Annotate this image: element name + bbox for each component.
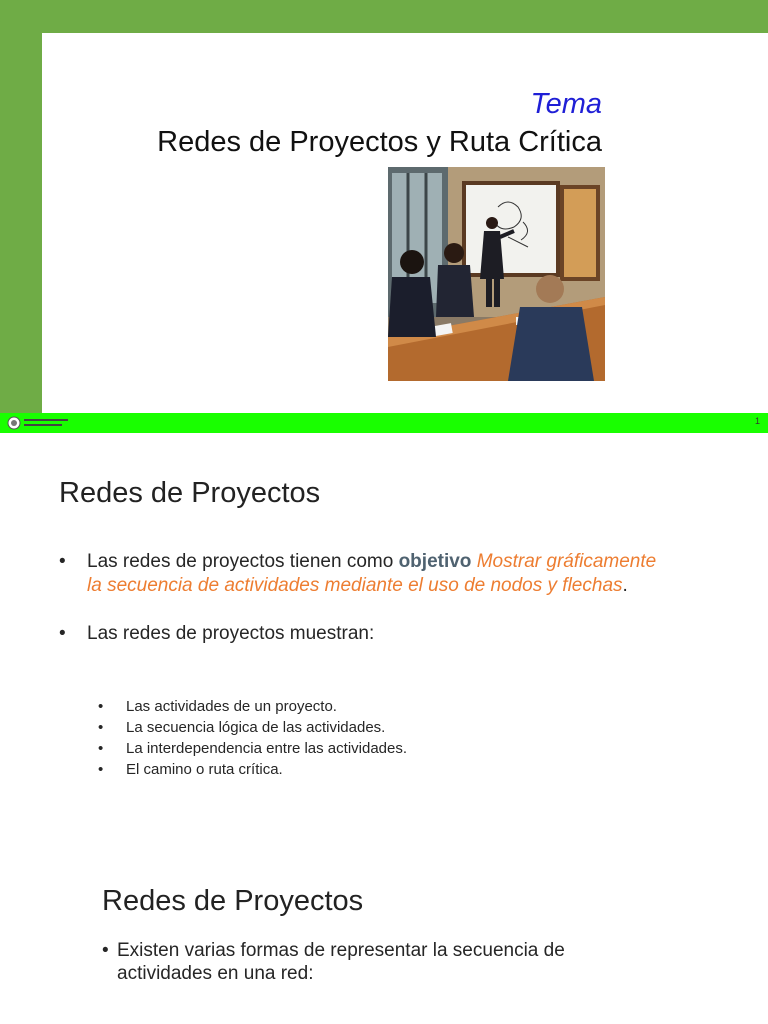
bullet-item: [102, 939, 622, 985]
bullet-item: [59, 622, 659, 646]
bullet-marker: •: [98, 740, 104, 757]
bullet-marker: •: [59, 551, 66, 572]
slide-title: Redes de Proyectos: [102, 885, 364, 917]
bullet-marker: •: [98, 761, 104, 778]
slide-frame-top: [0, 0, 768, 33]
sub-bullet-item: [98, 759, 658, 780]
sub-bullet-item: [98, 696, 658, 717]
content-slide-2: [0, 843, 768, 1024]
bullet-list: [59, 550, 659, 646]
sub-bullet-list: [98, 696, 658, 780]
page-number: 1: [754, 416, 760, 426]
slide-footer-bar: [0, 413, 768, 433]
bullet-text: Las redes de proyectos muestran:: [87, 623, 375, 644]
sub-bullet-text: El camino o ruta crítica.: [126, 761, 283, 778]
meeting-photo: [388, 167, 605, 381]
bullet-emphasis: Mostrar gráficamente la secuencia de actividades mediante el uso de nodos y flechas: [87, 551, 657, 596]
sub-bullet-text: La interdependencia entre las actividades.: [126, 740, 408, 757]
slide-frame-left: [0, 0, 42, 413]
content-slide: [0, 433, 768, 843]
bullet-period: .: [622, 575, 628, 596]
sub-bullet-item: [98, 717, 658, 738]
institution-logo: [6, 415, 70, 431]
bullet-marker: •: [59, 623, 66, 644]
bullet-marker: •: [102, 940, 109, 961]
bullet-list: [102, 939, 622, 985]
bullet-marker: •: [98, 719, 104, 736]
sub-bullet-text: Las actividades de un proyecto.: [126, 698, 337, 715]
sub-bullet-text: La secuencia lógica de las actividades.: [126, 719, 386, 736]
bullet-text: Existen varias formas de representar la secuencia de actividades en una red:: [117, 940, 565, 984]
sub-bullet-item: [98, 738, 658, 759]
bullet-marker: •: [98, 698, 104, 715]
bullet-text: Las redes de proyectos tienen como: [87, 551, 399, 572]
title-slide: [0, 0, 768, 433]
bullet-keyword: objetivo: [398, 551, 472, 572]
slide-subtitle: Tema: [530, 88, 602, 120]
slide-title: Redes de Proyectos y Ruta Crítica: [157, 126, 602, 158]
bullet-item: [59, 550, 659, 598]
slide-title: Redes de Proyectos: [59, 477, 321, 509]
